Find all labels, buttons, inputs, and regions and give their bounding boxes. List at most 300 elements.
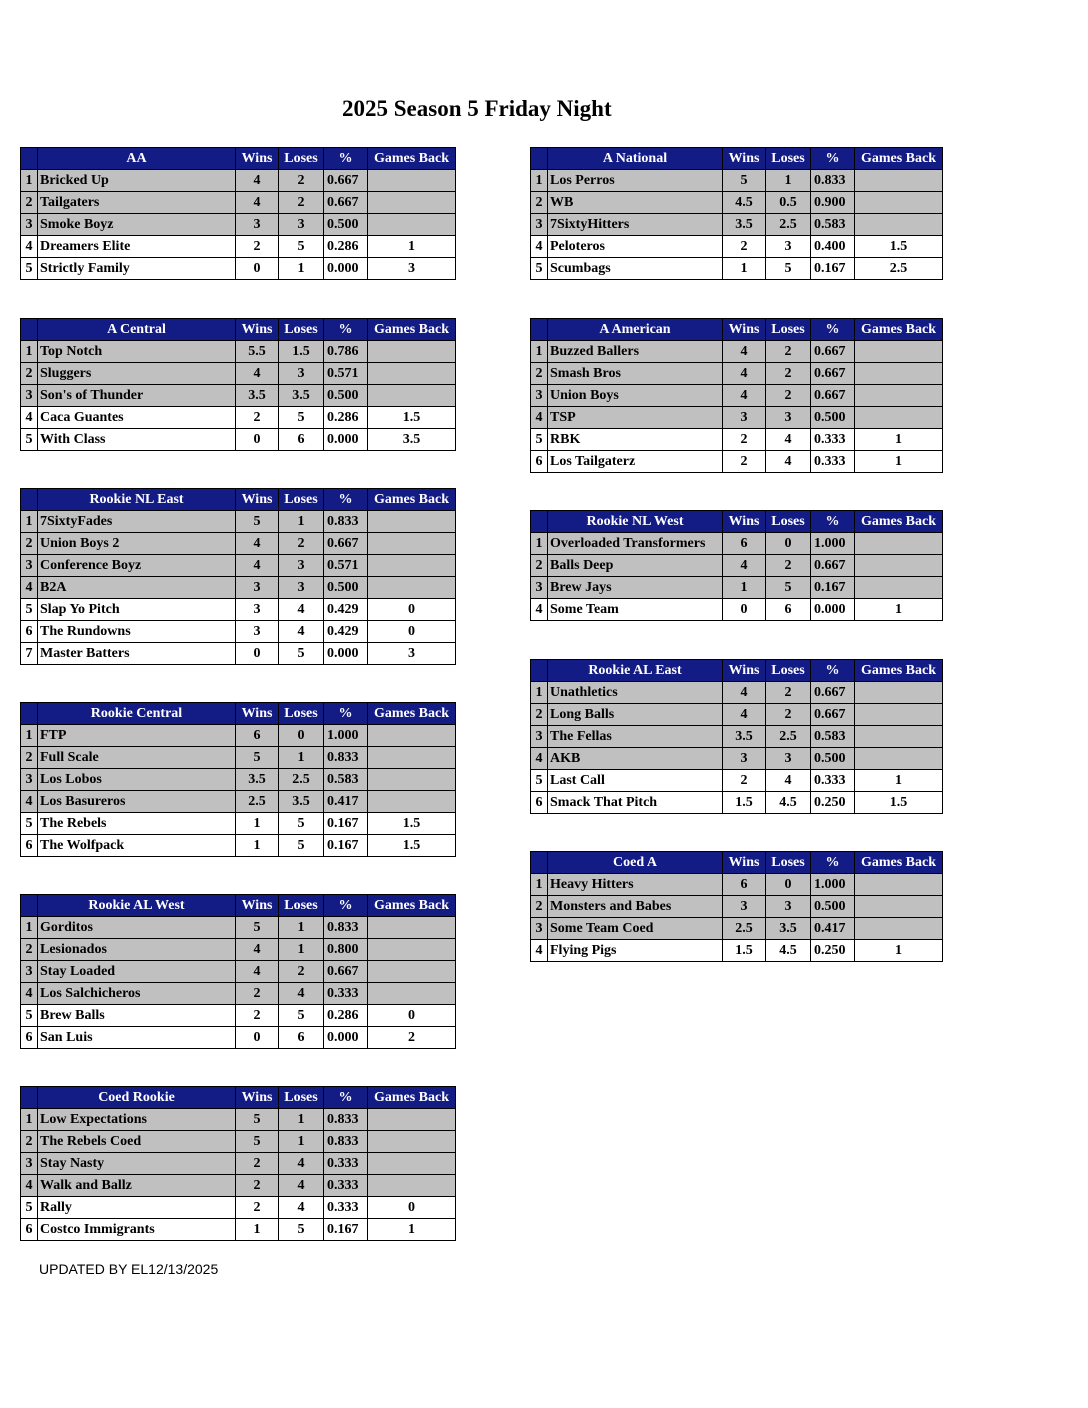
team-name: Los Lobos xyxy=(38,769,236,791)
team-name: Full Scale xyxy=(38,747,236,769)
loses-cell: 4 xyxy=(279,1175,324,1197)
team-name: Balls Deep xyxy=(548,555,723,577)
standings-table-coed-a xyxy=(530,851,943,962)
header-wins: Wins xyxy=(236,1087,279,1109)
table-row xyxy=(531,682,943,704)
pct-cell: 0.833 xyxy=(324,511,368,533)
header-games-back: Games Back xyxy=(368,319,456,341)
team-name: Los Salchicheros xyxy=(38,983,236,1005)
header-loses: Loses xyxy=(279,148,324,170)
games-back-cell xyxy=(368,961,456,983)
table-row xyxy=(21,1175,456,1197)
header-wins: Wins xyxy=(723,660,766,682)
table-row xyxy=(21,363,456,385)
table-row xyxy=(21,621,456,643)
rank-cell: 5 xyxy=(531,770,548,792)
loses-cell: 3.5 xyxy=(279,385,324,407)
header-pct: % xyxy=(811,660,855,682)
games-back-cell: 0 xyxy=(368,1197,456,1219)
team-name: FTP xyxy=(38,725,236,747)
team-name: Caca Guantes xyxy=(38,407,236,429)
wins-cell: 1 xyxy=(236,1219,279,1241)
table-row xyxy=(531,451,943,473)
wins-cell: 0 xyxy=(236,258,279,280)
loses-cell: 1 xyxy=(279,917,324,939)
loses-cell: 2 xyxy=(766,704,811,726)
table-row xyxy=(21,769,456,791)
wins-cell: 3.5 xyxy=(723,726,766,748)
wins-cell: 3.5 xyxy=(723,214,766,236)
rank-cell: 1 xyxy=(21,341,38,363)
loses-cell: 4.5 xyxy=(766,792,811,814)
team-name: B2A xyxy=(38,577,236,599)
table-row xyxy=(21,577,456,599)
pct-cell: 0.833 xyxy=(324,917,368,939)
standings-table-rookie-al-west xyxy=(20,894,456,1049)
rank-cell: 4 xyxy=(531,407,548,429)
pct-cell: 0.286 xyxy=(324,236,368,258)
table-row xyxy=(531,429,943,451)
pct-cell: 0.571 xyxy=(324,363,368,385)
header-wins: Wins xyxy=(236,319,279,341)
header-rank-cell xyxy=(21,319,38,341)
rank-cell: 1 xyxy=(531,682,548,704)
games-back-cell xyxy=(855,918,943,940)
rank-cell: 6 xyxy=(531,792,548,814)
team-name: The Rundowns xyxy=(38,621,236,643)
standings-table-aa xyxy=(20,147,456,280)
pct-cell: 0.167 xyxy=(324,835,368,857)
table-row xyxy=(21,341,456,363)
header-rank-cell xyxy=(531,319,548,341)
wins-cell: 3 xyxy=(723,896,766,918)
loses-cell: 1 xyxy=(279,511,324,533)
rank-cell: 3 xyxy=(531,214,548,236)
games-back-cell xyxy=(368,577,456,599)
pct-cell: 0.000 xyxy=(811,599,855,621)
games-back-cell: 1.5 xyxy=(855,792,943,814)
wins-cell: 3 xyxy=(236,599,279,621)
games-back-cell xyxy=(855,577,943,599)
wins-cell: 4 xyxy=(236,192,279,214)
team-name: Some Team Coed xyxy=(548,918,723,940)
team-name: Smash Bros xyxy=(548,363,723,385)
header-loses: Loses xyxy=(279,703,324,725)
team-name: Master Batters xyxy=(38,643,236,665)
header-wins: Wins xyxy=(723,319,766,341)
wins-cell: 3.5 xyxy=(236,769,279,791)
loses-cell: 3 xyxy=(766,896,811,918)
table-row xyxy=(21,917,456,939)
loses-cell: 2.5 xyxy=(766,214,811,236)
header-pct: % xyxy=(811,511,855,533)
header-rank-cell xyxy=(21,703,38,725)
loses-cell: 2 xyxy=(766,385,811,407)
table-row xyxy=(21,939,456,961)
rank-cell: 2 xyxy=(21,1131,38,1153)
header-row xyxy=(21,895,456,917)
rank-cell: 4 xyxy=(21,577,38,599)
pct-cell: 0.333 xyxy=(324,1197,368,1219)
pct-cell: 0.333 xyxy=(811,770,855,792)
header-pct: % xyxy=(324,703,368,725)
table-row xyxy=(531,170,943,192)
games-back-cell xyxy=(855,896,943,918)
games-back-cell xyxy=(855,407,943,429)
games-back-cell: 0 xyxy=(368,621,456,643)
team-name: Flying Pigs xyxy=(548,940,723,962)
table-row xyxy=(531,874,943,896)
header-loses: Loses xyxy=(766,660,811,682)
team-name: Low Expectations xyxy=(38,1109,236,1131)
wins-cell: 3.5 xyxy=(236,385,279,407)
table-row xyxy=(531,726,943,748)
games-back-cell xyxy=(855,341,943,363)
division-name: AA xyxy=(38,148,236,170)
header-loses: Loses xyxy=(279,489,324,511)
wins-cell: 1 xyxy=(723,577,766,599)
table-row xyxy=(21,791,456,813)
header-wins: Wins xyxy=(236,895,279,917)
loses-cell: 5 xyxy=(279,1219,324,1241)
team-name: Buzzed Ballers xyxy=(548,341,723,363)
games-back-cell: 1.5 xyxy=(855,236,943,258)
games-back-cell: 1.5 xyxy=(368,407,456,429)
pct-cell: 0.667 xyxy=(811,704,855,726)
loses-cell: 5 xyxy=(279,1005,324,1027)
games-back-cell xyxy=(368,555,456,577)
rank-cell: 2 xyxy=(21,192,38,214)
updated-note: UPDATED BY EL12/13/2025 xyxy=(39,1261,219,1277)
wins-cell: 0 xyxy=(723,599,766,621)
wins-cell: 2 xyxy=(236,1175,279,1197)
team-name: Slap Yo Pitch xyxy=(38,599,236,621)
rank-cell: 5 xyxy=(531,429,548,451)
table-row xyxy=(21,599,456,621)
team-name: Unathletics xyxy=(548,682,723,704)
games-back-cell xyxy=(368,1175,456,1197)
loses-cell: 5 xyxy=(766,577,811,599)
rank-cell: 5 xyxy=(21,1197,38,1219)
wins-cell: 3 xyxy=(723,748,766,770)
loses-cell: 4 xyxy=(766,429,811,451)
standings-table-rookie-nl-west xyxy=(530,510,943,621)
rank-cell: 2 xyxy=(531,192,548,214)
standings-table-rookie-nl-east xyxy=(20,488,456,665)
pct-cell: 0.667 xyxy=(811,341,855,363)
wins-cell: 3 xyxy=(236,621,279,643)
pct-cell: 0.571 xyxy=(324,555,368,577)
wins-cell: 5.5 xyxy=(236,341,279,363)
wins-cell: 4 xyxy=(723,341,766,363)
loses-cell: 5 xyxy=(279,643,324,665)
header-row xyxy=(21,148,456,170)
games-back-cell xyxy=(368,939,456,961)
pct-cell: 0.167 xyxy=(324,813,368,835)
rank-cell: 3 xyxy=(531,385,548,407)
rank-cell: 2 xyxy=(531,704,548,726)
loses-cell: 3.5 xyxy=(766,918,811,940)
standings-table-a-american xyxy=(530,318,943,473)
wins-cell: 4 xyxy=(723,363,766,385)
games-back-cell: 1 xyxy=(855,429,943,451)
header-games-back: Games Back xyxy=(855,319,943,341)
team-name: Tailgaters xyxy=(38,192,236,214)
games-back-cell xyxy=(855,214,943,236)
division-name: Rookie AL West xyxy=(38,895,236,917)
team-name: Costco Immigrants xyxy=(38,1219,236,1241)
rank-cell: 4 xyxy=(21,983,38,1005)
table-row xyxy=(21,747,456,769)
pct-cell: 0.333 xyxy=(324,1175,368,1197)
rank-cell: 5 xyxy=(21,429,38,451)
loses-cell: 6 xyxy=(279,1027,324,1049)
games-back-cell xyxy=(368,1131,456,1153)
header-wins: Wins xyxy=(236,148,279,170)
loses-cell: 4 xyxy=(279,1153,324,1175)
table-row xyxy=(531,577,943,599)
pct-cell: 0.667 xyxy=(811,555,855,577)
header-pct: % xyxy=(811,148,855,170)
rank-cell: 5 xyxy=(21,258,38,280)
table-row xyxy=(21,511,456,533)
team-name: Smack That Pitch xyxy=(548,792,723,814)
pct-cell: 0.667 xyxy=(324,961,368,983)
loses-cell: 4 xyxy=(279,599,324,621)
loses-cell: 1.5 xyxy=(279,341,324,363)
wins-cell: 2 xyxy=(723,236,766,258)
rank-cell: 6 xyxy=(21,1219,38,1241)
team-name: 7SixtyFades xyxy=(38,511,236,533)
header-pct: % xyxy=(324,319,368,341)
games-back-cell xyxy=(368,385,456,407)
pct-cell: 1.000 xyxy=(324,725,368,747)
games-back-cell xyxy=(855,533,943,555)
division-name: A Central xyxy=(38,319,236,341)
rank-cell: 1 xyxy=(531,533,548,555)
wins-cell: 0 xyxy=(236,643,279,665)
loses-cell: 1 xyxy=(279,1131,324,1153)
pct-cell: 0.000 xyxy=(324,258,368,280)
loses-cell: 1 xyxy=(766,170,811,192)
games-back-cell: 3 xyxy=(368,643,456,665)
table-row xyxy=(531,896,943,918)
pct-cell: 0.417 xyxy=(324,791,368,813)
loses-cell: 4 xyxy=(766,451,811,473)
games-back-cell xyxy=(855,363,943,385)
rank-cell: 4 xyxy=(531,236,548,258)
pct-cell: 0.333 xyxy=(324,983,368,1005)
wins-cell: 2 xyxy=(236,1197,279,1219)
games-back-cell xyxy=(368,511,456,533)
wins-cell: 4 xyxy=(236,555,279,577)
table-row xyxy=(21,1027,456,1049)
table-row xyxy=(21,192,456,214)
rank-cell: 2 xyxy=(21,939,38,961)
header-rank-cell xyxy=(21,1087,38,1109)
table-row xyxy=(21,1131,456,1153)
loses-cell: 2 xyxy=(279,961,324,983)
loses-cell: 3 xyxy=(279,555,324,577)
table-row xyxy=(21,835,456,857)
games-back-cell xyxy=(368,192,456,214)
table-row xyxy=(531,341,943,363)
wins-cell: 1 xyxy=(236,835,279,857)
header-pct: % xyxy=(811,852,855,874)
rank-cell: 1 xyxy=(531,170,548,192)
loses-cell: 4 xyxy=(279,1197,324,1219)
wins-cell: 1 xyxy=(236,813,279,835)
rank-cell: 5 xyxy=(21,599,38,621)
loses-cell: 2 xyxy=(279,170,324,192)
wins-cell: 5 xyxy=(236,1109,279,1131)
pct-cell: 0.400 xyxy=(811,236,855,258)
table-row xyxy=(21,961,456,983)
wins-cell: 3 xyxy=(236,577,279,599)
games-back-cell xyxy=(368,1153,456,1175)
team-name: With Class xyxy=(38,429,236,451)
wins-cell: 6 xyxy=(723,533,766,555)
rank-cell: 4 xyxy=(531,940,548,962)
header-row xyxy=(21,319,456,341)
table-row xyxy=(21,983,456,1005)
wins-cell: 2 xyxy=(236,1005,279,1027)
header-games-back: Games Back xyxy=(368,895,456,917)
header-row xyxy=(531,319,943,341)
team-name: Conference Boyz xyxy=(38,555,236,577)
wins-cell: 5 xyxy=(236,747,279,769)
loses-cell: 3 xyxy=(279,577,324,599)
rank-cell: 4 xyxy=(531,748,548,770)
team-name: Monsters and Babes xyxy=(548,896,723,918)
wins-cell: 2 xyxy=(723,451,766,473)
games-back-cell: 3.5 xyxy=(368,429,456,451)
wins-cell: 4 xyxy=(723,555,766,577)
wins-cell: 4 xyxy=(723,682,766,704)
team-name: Lesionados xyxy=(38,939,236,961)
pct-cell: 0.417 xyxy=(811,918,855,940)
rank-cell: 7 xyxy=(21,643,38,665)
loses-cell: 3 xyxy=(279,363,324,385)
table-row xyxy=(531,407,943,429)
rank-cell: 2 xyxy=(531,555,548,577)
pct-cell: 0.286 xyxy=(324,1005,368,1027)
games-back-cell xyxy=(855,385,943,407)
pct-cell: 0.667 xyxy=(811,682,855,704)
pct-cell: 0.333 xyxy=(324,1153,368,1175)
loses-cell: 5 xyxy=(279,835,324,857)
loses-cell: 0 xyxy=(766,533,811,555)
games-back-cell xyxy=(368,791,456,813)
header-loses: Loses xyxy=(279,1087,324,1109)
pct-cell: 0.583 xyxy=(324,769,368,791)
header-loses: Loses xyxy=(766,148,811,170)
games-back-cell: 0 xyxy=(368,599,456,621)
loses-cell: 1 xyxy=(279,747,324,769)
rank-cell: 2 xyxy=(531,363,548,385)
games-back-cell xyxy=(855,555,943,577)
wins-cell: 6 xyxy=(723,874,766,896)
header-rank-cell xyxy=(531,148,548,170)
games-back-cell: 1 xyxy=(855,770,943,792)
loses-cell: 0.5 xyxy=(766,192,811,214)
table-row xyxy=(531,192,943,214)
division-name: A American xyxy=(548,319,723,341)
rank-cell: 1 xyxy=(531,874,548,896)
wins-cell: 5 xyxy=(723,170,766,192)
table-row xyxy=(21,533,456,555)
page-title: 2025 Season 5 Friday Night xyxy=(342,96,612,121)
pct-cell: 0.333 xyxy=(811,429,855,451)
games-back-cell: 0 xyxy=(368,1005,456,1027)
rank-cell: 5 xyxy=(531,258,548,280)
table-row xyxy=(531,236,943,258)
rank-cell: 4 xyxy=(21,236,38,258)
header-rank-cell xyxy=(531,511,548,533)
loses-cell: 1 xyxy=(279,1109,324,1131)
games-back-cell: 1 xyxy=(855,451,943,473)
table-row xyxy=(21,813,456,835)
header-rank-cell xyxy=(21,489,38,511)
games-back-cell: 1.5 xyxy=(368,835,456,857)
games-back-cell xyxy=(855,874,943,896)
team-name: The Fellas xyxy=(548,726,723,748)
table-row xyxy=(21,725,456,747)
header-wins: Wins xyxy=(723,148,766,170)
wins-cell: 5 xyxy=(236,917,279,939)
pct-cell: 0.667 xyxy=(324,533,368,555)
team-name: Last Call xyxy=(548,770,723,792)
pct-cell: 0.583 xyxy=(811,726,855,748)
rank-cell: 6 xyxy=(21,621,38,643)
pct-cell: 0.786 xyxy=(324,341,368,363)
games-back-cell xyxy=(855,726,943,748)
wins-cell: 3 xyxy=(723,407,766,429)
loses-cell: 4 xyxy=(279,983,324,1005)
team-name: Rally xyxy=(38,1197,236,1219)
table-row xyxy=(21,1005,456,1027)
standings-table-a-central xyxy=(20,318,456,451)
division-name: A National xyxy=(548,148,723,170)
loses-cell: 3 xyxy=(766,236,811,258)
loses-cell: 5 xyxy=(279,407,324,429)
pct-cell: 0.000 xyxy=(324,643,368,665)
loses-cell: 2 xyxy=(766,363,811,385)
pct-cell: 0.583 xyxy=(811,214,855,236)
loses-cell: 5 xyxy=(766,258,811,280)
division-name: Rookie NL West xyxy=(548,511,723,533)
table-row xyxy=(21,214,456,236)
rank-cell: 4 xyxy=(531,599,548,621)
rank-cell: 6 xyxy=(21,835,38,857)
loses-cell: 3 xyxy=(766,748,811,770)
header-games-back: Games Back xyxy=(855,660,943,682)
games-back-cell xyxy=(855,192,943,214)
team-name: Peloteros xyxy=(548,236,723,258)
table-row xyxy=(21,407,456,429)
header-loses: Loses xyxy=(279,319,324,341)
loses-cell: 2 xyxy=(766,682,811,704)
wins-cell: 6 xyxy=(236,725,279,747)
wins-cell: 0 xyxy=(236,1027,279,1049)
team-name: Scumbags xyxy=(548,258,723,280)
table-row xyxy=(531,533,943,555)
team-name: Union Boys xyxy=(548,385,723,407)
pct-cell: 0.800 xyxy=(324,939,368,961)
wins-cell: 4 xyxy=(236,363,279,385)
standings-table-rookie-central xyxy=(20,702,456,857)
pct-cell: 0.429 xyxy=(324,599,368,621)
